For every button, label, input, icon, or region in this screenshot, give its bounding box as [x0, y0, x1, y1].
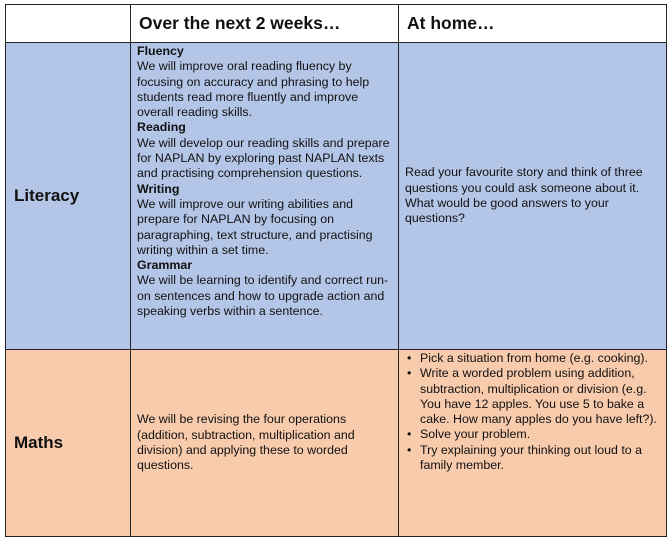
list-item: • Write a worded problem using addition, subtraction, multiplication or division (e.g. You have 12 apples. You use 5 to bake a cake. How many apples do you have left?).	[407, 366, 657, 427]
grammar-heading: Grammar	[137, 258, 193, 273]
maths-label: Maths	[6, 350, 131, 537]
writing-heading: Writing	[137, 181, 180, 196]
maths-plan-cell: We will be revising the four operations (addition, subtraction, multiplication and division) and applying these to worded questions.	[131, 350, 399, 537]
list-item: • Pick a situation from home (e.g. cooking).	[407, 351, 648, 365]
bullet-icon: •	[407, 427, 412, 442]
header-corner-cell	[6, 5, 131, 43]
weekly-plan-table	[5, 4, 667, 537]
header-plan-column: Over the next 2 weeks…	[131, 5, 399, 43]
maths-home-cell	[399, 350, 667, 537]
literacy-label: Literacy	[6, 43, 131, 350]
writing-text: We will improve our writing abilities and prepare for NAPLAN by focusing on paragraphing, text structure, and practising writing within a set time.	[137, 196, 373, 257]
bullet-icon: •	[407, 442, 412, 457]
fluency-text: We will improve oral reading fluency by focusing on accuracy and phrasing to help students read more fluently and improve overall reading skills.	[137, 59, 370, 120]
list-item: • Solve your problem.	[407, 427, 531, 442]
bullet-icon: •	[407, 366, 412, 381]
bullet-icon: •	[407, 351, 412, 365]
literacy-row	[6, 43, 667, 350]
list-item: • Try explaining your thinking out loud to a family member.	[407, 442, 643, 473]
literacy-home-cell: Read your favourite story and think of three questions you could ask someone about it. What would be good answers to your questions?	[399, 43, 667, 350]
header-row	[6, 5, 667, 43]
header-home-column: At home…	[399, 5, 667, 43]
maths-row	[6, 350, 667, 537]
literacy-plan-cell	[131, 43, 399, 350]
grammar-text: We will be learning to identify and correct run-on sentences and how to upgrade action and speaking verbs within a sentence.	[137, 273, 389, 319]
fluency-heading: Fluency	[137, 44, 184, 58]
maths-home-list	[405, 351, 660, 473]
reading-heading: Reading	[137, 120, 186, 135]
reading-text: We will develop our reading skills and prepare for NAPLAN by exploring past NAPLAN texts and practising comprehension questions.	[137, 135, 390, 181]
